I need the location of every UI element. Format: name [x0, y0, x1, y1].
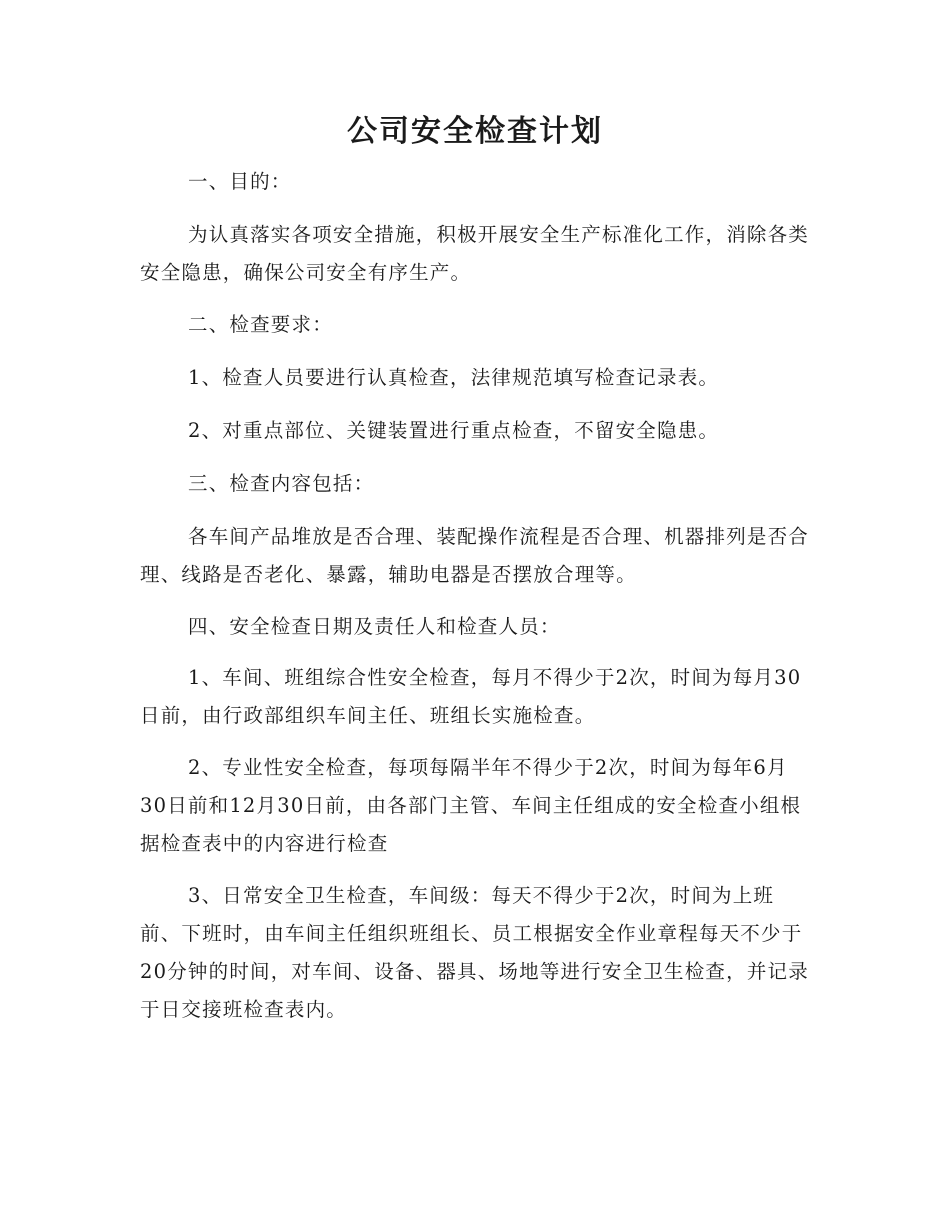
paragraph-requirement-1: 1、检查人员要进行认真检查，法律规范填写检查记录表。 [188, 366, 720, 389]
paragraph-schedule-2: 2、专业性安全检查，每项每隔半年不得少于2次，时间为每年6月30日前和12月30日前，由各部门主管、车间主任组成的安全检查小组根据检查表中的内容进行检查 [140, 756, 802, 855]
section-heading-requirements: 二、检查要求： [188, 313, 333, 336]
paragraph-schedule-1: 1、车间、班组综合性安全检查，每月不得少于2次，时间为每月30日前，由行政部组织车间主任、班组长实施检查。 [140, 666, 802, 727]
paragraph-requirement-2: 2、对重点部位、关键装置进行重点检查，不留安全隐患。 [188, 419, 720, 442]
section-heading-content: 三、检查内容包括： [188, 472, 375, 495]
section-heading-purpose: 一、目的： [188, 170, 292, 193]
document-title: 公司安全检查计划 [347, 114, 603, 149]
paragraph-schedule-3: 3、日常安全卫生检查，车间级：每天不得少于2次，时间为上班前、下班时，由车间主任组织班组长、员工根据安全作业章程每天不少于20分钟的时间，对车间、设备、器具、场地等进行安全卫生检查，并记录于日交接班检查表内。 [140, 884, 809, 1021]
section-heading-schedule: 四、安全检查日期及责任人和检查人员： [188, 615, 561, 638]
paragraph-purpose: 为认真落实各项安全措施，积极开展安全生产标准化工作，消除各类安全隐患，确保公司安全有序生产。 [140, 223, 810, 284]
paragraph-content: 各车间产品堆放是否合理、装配操作流程是否合理、机器排列是否合理、线路是否老化、暴露，辅助电器是否摆放合理等。 [140, 525, 810, 586]
